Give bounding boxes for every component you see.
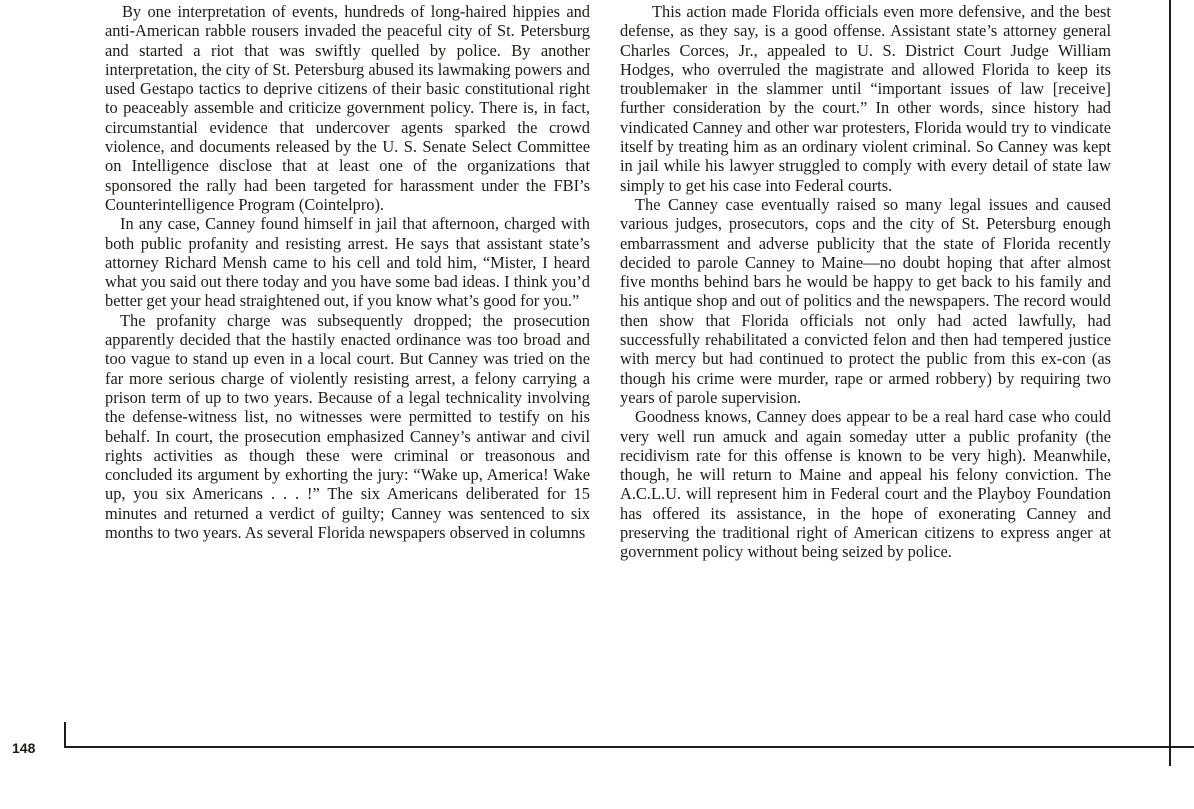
left-text-column: [105, 2, 590, 542]
right-text-column: [620, 2, 1111, 562]
paragraph-2: In any case, Canney found himself in jail that afternoon, charged with both public profanity and resisting arrest. He says that assistant state’s attorney Richard Mensh came to his cell and told him, “Mister, I heard what you said out there today and you have some bad ideas. I think you’d better get your head straightened out, if you know what’s good for you.”: [105, 214, 590, 311]
paragraph-1: By one interpretation of events, hundreds of long-haired hippies and anti-American rabble rousers invaded the peaceful city of St. Petersburg and started a riot that was swiftly quelled by police. By another interpretation, the city of St. Petersburg abused its lawmaking powers and used Gestapo tactics to deprive citizens of their basic constitutional right to peaceably assemble and criticize government policy. There is, in fact, circumstantial evidence that undercover agents sparked the crowd violence, and documents released by the U. S. Senate Select Committee on Intelligence disclose that at least one of the organizations that sponsored the rally had been targeted for harassment under the FBI’s Counterintelligence Program (Cointelpro).: [105, 2, 590, 214]
bottom-border-rule: [64, 746, 1194, 748]
left-border-rule: [64, 722, 66, 748]
paragraph-3: The profanity charge was subsequently dropped; the prosecution apparently decided that the hastily enacted ordinance was too broad and too vague to stand up even in a local court. But Canney was tried on the far more serious charge of violently resisting arrest, a felony carrying a prison term of up to two years. Because of a legal technicality involving the defense-witness list, no witnesses were permitted to testify on his behalf. In court, the prosecution emphasized Canney’s antiwar and civil rights activities as though these were criminal or treasonous and concluded its argument by exhorting the jury: “Wake up, America! Wake up, you six Americans . . . !” The six Americans deliberated for 15 minutes and returned a verdict of guilty; Canney was sentenced to six months to two years. As several Florida newspapers observed in columns: [105, 310, 590, 543]
paragraph-5: The Canney case eventually raised so many legal issues and caused various judges, prosecutors, cops and the city of St. Petersburg enough embarrassment and adverse publicity that the state of Florida recently decided to parole Canney to Maine—no doubt hoping that after almost five months behind bars he would be happy to get back to his family and his antique shop and out of politics and the newspapers. The record would then show that Florida officials not only had acted lawfully, had successfully rehabilitated a convicted felon and then had tempered justice with mercy but had continued to protect the public from this ex-con (as though his crime were murder, rape or armed robbery) by requiring two years of parole supervision.: [620, 194, 1111, 407]
paragraph-4: This action made Florida officials even more defensive, and the best defense, as they say, is a good offense. Assistant state’s attorney general Charles Corces, Jr., appealed to U. S. District Court Judge William Hodges, who overruled the magistrate and allowed Florida to keep its troublemaker in the slammer until “important issues of law [receive] further consideration by the court.” In other words, since history had vindicated Canney and other war protesters, Florida would try to vindicate itself by treating him as an ordinary violent criminal. So Canney was kept in jail while his lawyer struggled to comply with every detail of state law simply to get his case into Federal courts.: [620, 2, 1111, 195]
right-border-rule: [1169, 0, 1171, 766]
page-number: 148: [12, 740, 36, 756]
paragraph-6: Goodness knows, Canney does appear to be a real hard case who could very well run amuck and again someday utter a public profanity (the recidivism rate for this offense is known to be very high). Meanwhile, though, he will return to Maine and appeal his felony conviction. The A.C.L.U. will represent him in Federal court and the Playboy Foundation has offered its assistance, in the hope of exonerating Canney and preserving the traditional right of American citizens to express anger at government policy without being seized by police.: [620, 407, 1111, 562]
